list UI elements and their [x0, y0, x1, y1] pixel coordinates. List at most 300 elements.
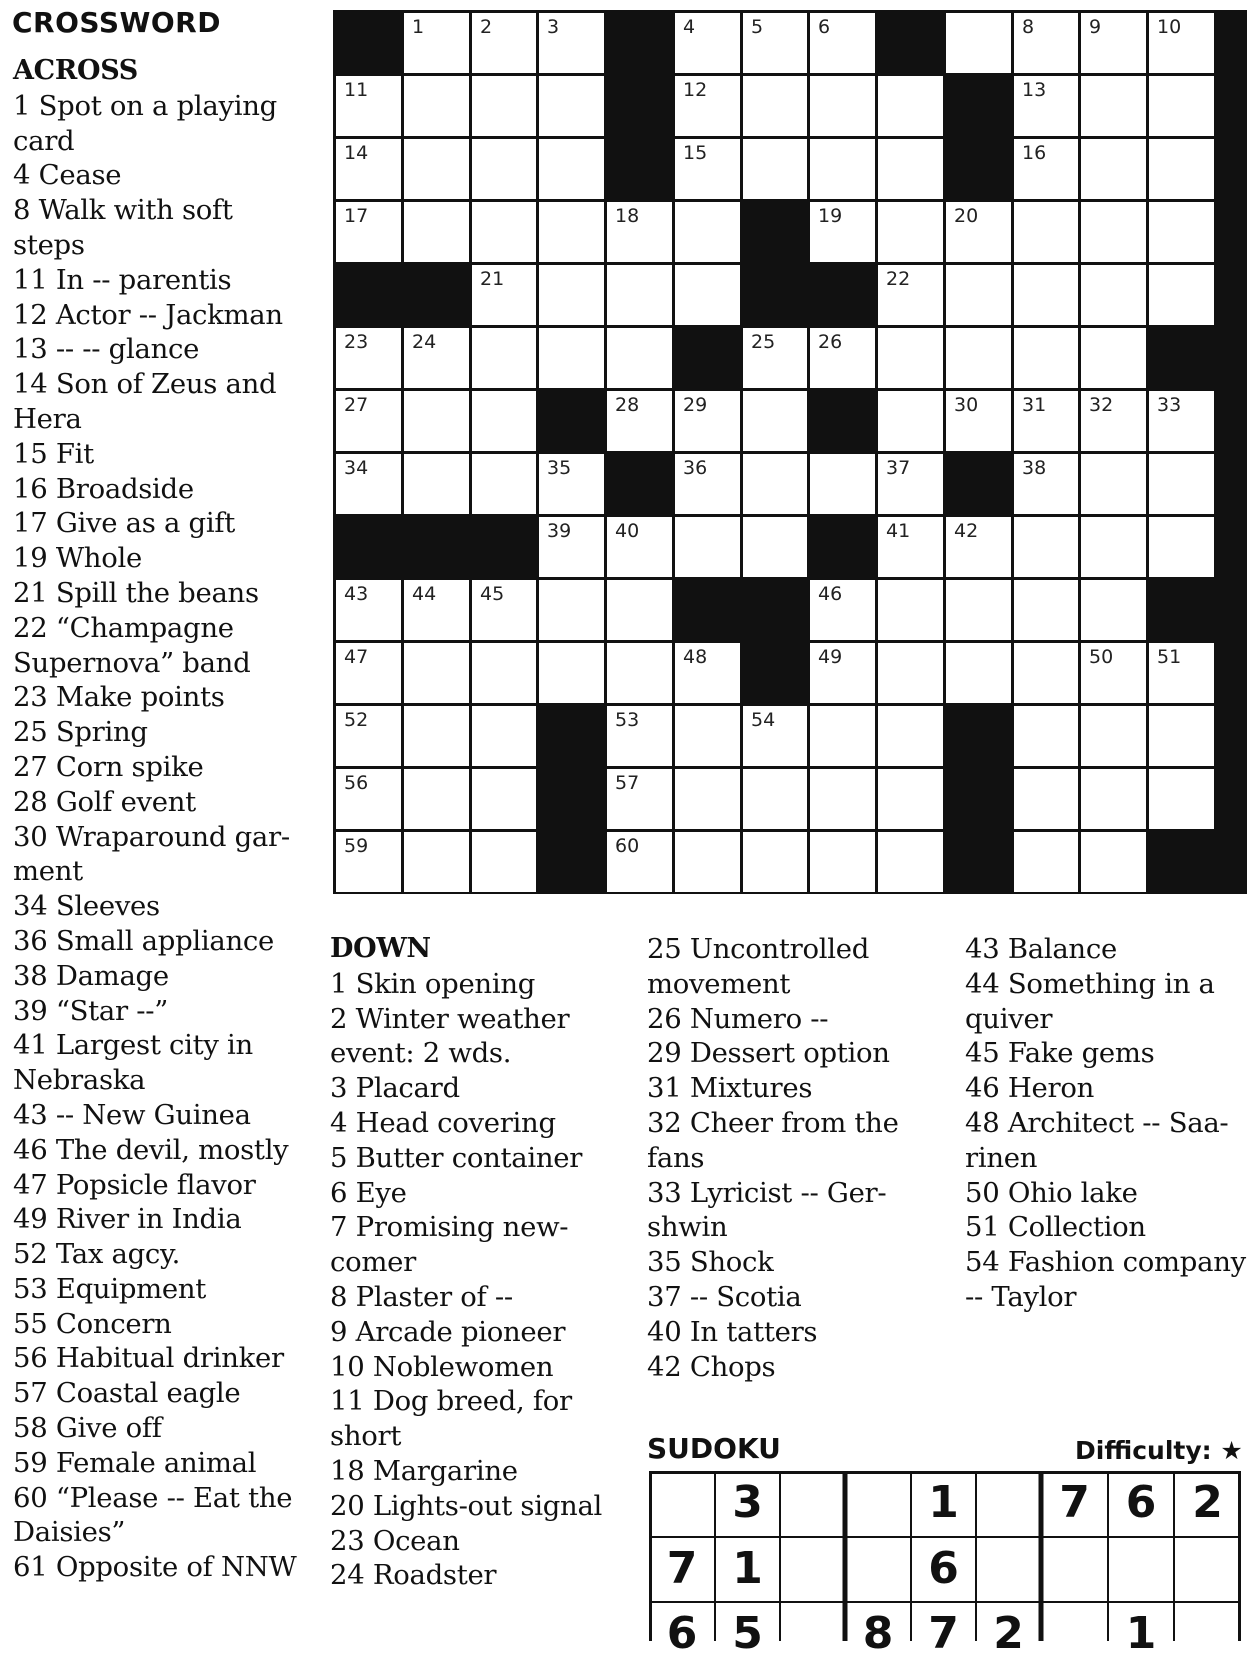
grid-cell[interactable] [404, 13, 469, 73]
clue-item: 8 Plaster of -- [330, 1280, 513, 1313]
clue-item: 11 Dog breed, for short [330, 1385, 572, 1453]
grid-cell[interactable] [1081, 706, 1146, 766]
sudoku-cell[interactable]: 5 [732, 1608, 763, 1659]
grid-cell[interactable] [404, 139, 469, 199]
grid-cell[interactable] [472, 391, 536, 451]
crossword-title: CROSSWORD [12, 6, 221, 39]
grid-cell[interactable] [1014, 13, 1078, 73]
grid-cell[interactable] [675, 391, 740, 451]
grid-cell[interactable] [472, 13, 536, 73]
sudoku-cell[interactable]: 6 [1125, 1477, 1157, 1528]
grid-cell[interactable] [1014, 391, 1078, 451]
clue-item: 13 -- -- glance [13, 333, 200, 366]
grid-cell[interactable] [1081, 202, 1146, 262]
grid-cell[interactable] [404, 643, 469, 703]
clue-number: 45 [480, 583, 505, 605]
clue-number: 27 [344, 394, 369, 416]
clue-number: 53 [615, 709, 640, 731]
clue-number: 49 [818, 646, 843, 668]
grid-cell[interactable] [607, 202, 672, 262]
clue-item: 4 Head covering [330, 1106, 556, 1139]
clue-number: 39 [547, 520, 572, 542]
grid-cell[interactable] [946, 517, 1011, 577]
clue-number: 47 [344, 646, 369, 668]
grid-cell[interactable] [607, 328, 672, 388]
sudoku-cell[interactable] [1174, 1537, 1241, 1603]
clue-item: 38 Damage [13, 959, 169, 992]
grid-cell[interactable] [1081, 139, 1146, 199]
grid-cell[interactable] [878, 832, 943, 892]
clue-item: 52 Tax agcy. [13, 1238, 181, 1271]
clue-number: 6 [818, 16, 831, 38]
sudoku-cell[interactable] [1174, 1602, 1241, 1668]
sudoku-cell[interactable]: 3 [732, 1477, 763, 1528]
clue-number: 56 [344, 772, 369, 794]
grid-cell[interactable] [1081, 832, 1146, 892]
clue-item: 30 Wraparound gar-ment [13, 820, 290, 888]
clue-item: 15 Fit [13, 437, 94, 470]
grid-cell[interactable] [1081, 13, 1146, 73]
grid-cell[interactable] [404, 832, 469, 892]
grid-cell[interactable] [878, 139, 943, 199]
grid-cell[interactable] [675, 769, 740, 829]
clue-number: 34 [344, 457, 369, 479]
grid-cell[interactable] [404, 202, 469, 262]
sudoku-title: SUDOKU [647, 1432, 781, 1465]
grid-cell[interactable] [675, 265, 740, 325]
clue-number: 20 [954, 205, 979, 227]
clue-item: 24 Roadster [330, 1559, 497, 1592]
clue-item: 14 Son of Zeus and Hera [13, 368, 277, 435]
grid-cell[interactable] [404, 328, 469, 388]
clue-item: 60 “Please -- Eat the Daisies” [13, 1481, 293, 1549]
sudoku-cell[interactable] [1041, 1602, 1108, 1668]
grid-cell[interactable] [607, 580, 672, 640]
clue-number: 28 [615, 394, 640, 416]
grid-cell[interactable] [336, 580, 401, 640]
clue-number: 5 [751, 16, 764, 38]
down-clues-col1 [330, 932, 630, 1593]
grid-cell[interactable] [878, 328, 943, 388]
grid-cell[interactable] [1149, 706, 1214, 766]
sudoku-cell[interactable] [780, 1537, 845, 1603]
clue-item: 8 Walk with soft steps [13, 194, 233, 261]
grid-cell[interactable] [472, 139, 536, 199]
grid-cell[interactable] [607, 265, 672, 325]
clue-item: 48 Architect -- Saa-rinen [965, 1106, 1229, 1174]
grid-cell[interactable] [743, 832, 807, 892]
sudoku-cell[interactable]: 2 [1192, 1477, 1223, 1528]
clue-item: 59 Female animal [13, 1446, 257, 1479]
grid-cell[interactable] [607, 391, 672, 451]
clue-item: 5 Butter container [330, 1141, 583, 1174]
grid-cell[interactable] [472, 706, 536, 766]
grid-cell[interactable] [810, 832, 875, 892]
clue-number: 15 [683, 142, 708, 164]
grid-cell[interactable] [404, 769, 469, 829]
sudoku-cell[interactable] [1041, 1537, 1108, 1603]
grid-cell[interactable] [878, 202, 943, 262]
sudoku-grid [649, 1471, 1241, 1659]
grid-cell[interactable] [1014, 517, 1078, 577]
sudoku-cell[interactable] [780, 1602, 845, 1668]
grid-cell[interactable] [607, 517, 672, 577]
clue-item: 46 The devil, mostly [13, 1133, 289, 1166]
clue-item: 19 Whole [13, 542, 142, 575]
clue-number: 1 [412, 16, 425, 38]
clue-item: 12 Actor -- Jackman [13, 298, 283, 331]
grid-cell[interactable] [810, 706, 875, 766]
clue-number: 8 [1022, 16, 1035, 38]
sudoku-cell[interactable]: 6 [928, 1543, 959, 1594]
clue-number: 3 [547, 16, 560, 38]
grid-cell[interactable] [404, 454, 469, 514]
grid-cell[interactable] [810, 328, 875, 388]
down-clue-list-1 [330, 967, 630, 1593]
grid-cell[interactable] [878, 76, 943, 136]
grid-cell[interactable] [675, 454, 740, 514]
clue-number: 17 [344, 205, 369, 227]
clue-item: 25 Spring [13, 716, 148, 749]
grid-cell[interactable] [1149, 769, 1214, 829]
down-heading: DOWN [330, 933, 431, 964]
clue-item: 36 Small appliance [13, 924, 274, 957]
clue-number: 2 [480, 16, 493, 38]
clue-number: 48 [683, 646, 708, 668]
sudoku-cell[interactable] [976, 1537, 1041, 1603]
grid-cell[interactable] [1081, 454, 1146, 514]
grid-cell[interactable] [1014, 580, 1078, 640]
clue-item: 49 River in India [13, 1203, 242, 1236]
clue-item: 31 Mixtures [647, 1072, 813, 1105]
grid-cell[interactable] [675, 76, 740, 136]
grid-cell[interactable] [946, 643, 1011, 703]
across-heading: ACROSS [13, 55, 138, 86]
clue-item: 2 Winter weather event: 2 wds. [330, 1002, 570, 1070]
grid-cell[interactable] [743, 76, 807, 136]
grid-cell[interactable] [404, 391, 469, 451]
sudoku-cell[interactable]: 7 [928, 1608, 959, 1659]
grid-cell[interactable] [810, 13, 875, 73]
down-clue-list-2 [647, 932, 947, 1384]
grid-cell[interactable] [539, 76, 604, 136]
grid-cell[interactable] [675, 643, 740, 703]
clue-item: 16 Broadside [13, 472, 194, 505]
grid-cell[interactable] [404, 706, 469, 766]
grid-cell[interactable] [810, 202, 875, 262]
grid-cell[interactable] [607, 643, 672, 703]
grid-cell[interactable] [1149, 76, 1214, 136]
clue-number: 21 [480, 268, 505, 290]
sudoku-cell[interactable]: 7 [666, 1543, 698, 1594]
grid-cell[interactable] [336, 202, 401, 262]
grid-cell[interactable] [743, 139, 807, 199]
grid-cell[interactable] [472, 328, 536, 388]
sudoku-cell[interactable] [845, 1537, 911, 1603]
clue-item: 45 Fake gems [965, 1037, 1155, 1070]
grid-cell[interactable] [743, 328, 807, 388]
grid-cell[interactable] [878, 769, 943, 829]
grid-cell[interactable] [878, 643, 943, 703]
clue-item: 1 Spot on a playing card [13, 89, 277, 157]
grid-cell[interactable] [810, 454, 875, 514]
grid-cell[interactable] [1014, 454, 1078, 514]
grid-cell[interactable] [539, 202, 604, 262]
clue-item: 22 “Champagne Supernova” band [13, 611, 251, 679]
grid-cell[interactable] [810, 139, 875, 199]
clue-number: 4 [683, 16, 696, 38]
grid-cell[interactable] [607, 769, 672, 829]
grid-cell[interactable] [539, 328, 604, 388]
clue-item: 58 Give off [13, 1412, 162, 1445]
sudoku-cell[interactable] [845, 1471, 911, 1537]
grid-cell[interactable] [336, 391, 401, 451]
clue-item: 3 Placard [330, 1072, 460, 1105]
clue-item: 26 Numero -- [647, 1002, 829, 1035]
clue-number: 33 [1157, 394, 1182, 416]
clue-item: 27 Corn spike [13, 750, 204, 783]
clue-item: 18 Margarine [330, 1454, 518, 1487]
clue-item: 39 “Star --” [13, 994, 169, 1027]
grid-cell[interactable] [1149, 643, 1214, 703]
clue-item: 29 Dessert option [647, 1037, 890, 1070]
clue-item: 9 Arcade pioneer [330, 1315, 566, 1348]
sudoku-cell[interactable]: 8 [862, 1608, 894, 1659]
grid-cell[interactable] [946, 202, 1011, 262]
grid-cell[interactable] [336, 76, 401, 136]
grid-cell[interactable] [472, 580, 536, 640]
grid-cell[interactable] [946, 265, 1011, 325]
clue-item: 25 Uncontrolled movement [647, 933, 870, 1000]
clue-number: 57 [615, 772, 640, 794]
grid-cell[interactable] [1014, 643, 1078, 703]
grid-cell[interactable] [878, 517, 943, 577]
down-clue-list-3 [965, 932, 1255, 1315]
clue-number: 14 [344, 142, 369, 164]
grid-cell[interactable] [404, 76, 469, 136]
grid-cell[interactable] [878, 706, 943, 766]
grid-cell[interactable] [472, 76, 536, 136]
grid-cell[interactable] [1081, 580, 1146, 640]
grid-cell[interactable] [1014, 202, 1078, 262]
grid-cell[interactable] [1149, 202, 1214, 262]
grid-cell[interactable] [946, 580, 1011, 640]
sudoku-cell[interactable] [649, 1471, 715, 1537]
grid-cell[interactable] [336, 454, 401, 514]
grid-cell[interactable] [675, 517, 740, 577]
clue-item: 53 Equipment [13, 1272, 207, 1305]
grid-cell[interactable] [675, 706, 740, 766]
clue-item: 1 Skin opening [330, 967, 536, 1000]
grid-cell[interactable] [946, 391, 1011, 451]
clue-number: 9 [1089, 16, 1102, 38]
grid-cell[interactable] [539, 517, 604, 577]
clue-item: 47 Popsicle flavor [13, 1168, 256, 1201]
clue-number: 52 [344, 709, 369, 731]
sudoku-cell[interactable] [976, 1471, 1041, 1537]
grid-cell[interactable] [946, 328, 1011, 388]
grid-cell[interactable] [539, 454, 604, 514]
grid-cell[interactable] [743, 13, 807, 73]
grid-cell[interactable] [336, 706, 401, 766]
clue-item: 28 Golf event [13, 785, 196, 818]
grid-cell[interactable] [675, 202, 740, 262]
grid-cell[interactable] [1014, 265, 1078, 325]
grid-cell[interactable] [1149, 517, 1214, 577]
grid-cell[interactable] [472, 454, 536, 514]
grid-cell[interactable] [336, 832, 401, 892]
clue-item: 7 Promising new-comer [330, 1211, 569, 1279]
clue-number: 30 [954, 394, 979, 416]
grid-cell[interactable] [1081, 769, 1146, 829]
sudoku-cell[interactable]: 7 [1059, 1477, 1090, 1528]
sudoku-cell[interactable]: 1 [928, 1477, 959, 1528]
clue-number: 51 [1157, 646, 1182, 668]
grid-cell[interactable] [1081, 328, 1146, 388]
clue-item: 33 Lyricist -- Ger-shwin [647, 1176, 887, 1244]
grid-cell[interactable] [539, 643, 604, 703]
grid-cell[interactable] [675, 832, 740, 892]
clue-number: 59 [344, 835, 369, 857]
clue-number: 31 [1022, 394, 1047, 416]
grid-cell[interactable] [743, 769, 807, 829]
grid-cell[interactable] [1081, 76, 1146, 136]
grid-cell[interactable] [1149, 265, 1214, 325]
grid-cell[interactable] [1081, 643, 1146, 703]
grid-cell[interactable] [539, 139, 604, 199]
grid-cell[interactable] [1081, 265, 1146, 325]
clue-item: 56 Habitual drinker [13, 1342, 284, 1375]
clue-number: 32 [1089, 394, 1114, 416]
clue-item: 11 In -- parentis [13, 263, 232, 296]
clue-number: 11 [344, 79, 369, 101]
clue-item: 57 Coastal eagle [13, 1377, 241, 1410]
grid-cell[interactable] [472, 832, 536, 892]
clue-item: 32 Cheer from the fans [647, 1106, 899, 1174]
grid-cell[interactable] [472, 265, 536, 325]
clue-number: 50 [1089, 646, 1114, 668]
grid-cell[interactable] [1014, 139, 1078, 199]
clue-number: 37 [886, 457, 911, 479]
clue-number: 36 [683, 457, 708, 479]
grid-cell[interactable] [1081, 517, 1146, 577]
down-clues-col3 [965, 932, 1255, 1315]
clue-number: 41 [886, 520, 911, 542]
grid-cell[interactable] [743, 517, 807, 577]
sudoku-cell[interactable]: 1 [732, 1543, 763, 1594]
grid-cell[interactable] [336, 769, 401, 829]
grid-cell[interactable] [404, 580, 469, 640]
grid-cell[interactable] [1149, 139, 1214, 199]
grid-cell[interactable] [472, 643, 536, 703]
grid-cell[interactable] [878, 391, 943, 451]
clue-number: 16 [1022, 142, 1047, 164]
clue-item: 20 Lights-out signal [330, 1489, 603, 1522]
clue-number: 25 [751, 331, 776, 353]
clue-number: 29 [683, 394, 708, 416]
grid-cell[interactable] [878, 454, 943, 514]
clue-item: 6 Eye [330, 1176, 407, 1209]
grid-cell[interactable] [675, 139, 740, 199]
grid-cell[interactable] [810, 769, 875, 829]
clue-number: 40 [615, 520, 640, 542]
sudoku-cell[interactable] [780, 1471, 845, 1537]
clue-number: 35 [547, 457, 572, 479]
grid-cell[interactable] [1149, 454, 1214, 514]
grid-cell[interactable] [1149, 13, 1214, 73]
clue-number: 18 [615, 205, 640, 227]
grid-cell[interactable] [946, 13, 1011, 73]
grid-cell[interactable] [472, 769, 536, 829]
clue-item: 40 In tatters [647, 1315, 818, 1348]
clue-item: 42 Chops [647, 1350, 776, 1383]
sudoku-cell[interactable] [1108, 1537, 1174, 1603]
grid-cell[interactable] [743, 706, 807, 766]
clue-number: 23 [344, 331, 369, 353]
clue-item: 37 -- Scotia [647, 1280, 802, 1313]
grid-cell[interactable] [878, 580, 943, 640]
clue-number: 54 [751, 709, 776, 731]
grid-cell[interactable] [675, 13, 740, 73]
grid-cell[interactable] [1014, 832, 1078, 892]
clue-number: 22 [886, 268, 911, 290]
sudoku-cell[interactable]: 2 [993, 1608, 1024, 1659]
grid-cell[interactable] [539, 13, 604, 73]
clue-number: 44 [412, 583, 437, 605]
grid-cell[interactable] [1014, 76, 1078, 136]
clue-item: 46 Heron [965, 1072, 1095, 1105]
grid-cell[interactable] [810, 580, 875, 640]
clue-number: 46 [818, 583, 843, 605]
sudoku-cell[interactable]: 1 [1125, 1608, 1157, 1659]
clue-item: 34 Sleeves [13, 890, 160, 923]
difficulty-label: Difficulty: [1075, 1436, 1212, 1465]
grid-cell[interactable] [810, 643, 875, 703]
clue-number: 38 [1022, 457, 1047, 479]
grid-cell[interactable] [539, 265, 604, 325]
clue-item: 23 Ocean [330, 1524, 460, 1557]
grid-cell[interactable] [743, 454, 807, 514]
grid-cell[interactable] [1014, 769, 1078, 829]
clue-number: 60 [615, 835, 640, 857]
clue-item: 4 Cease [13, 159, 122, 192]
clue-item: 23 Make points [13, 681, 225, 714]
sudoku-cell[interactable]: 6 [666, 1608, 698, 1659]
grid-cell[interactable] [539, 580, 604, 640]
clue-item: 41 Largest city in Nebraska [13, 1029, 253, 1097]
clue-item: 44 Something in a quiver [965, 967, 1215, 1035]
grid-cell[interactable] [1081, 391, 1146, 451]
grid-cell[interactable] [878, 265, 943, 325]
crossword-grid [333, 10, 1247, 894]
grid-cell[interactable] [607, 832, 672, 892]
grid-cell[interactable] [1014, 706, 1078, 766]
clue-item: 55 Concern [13, 1307, 172, 1340]
across-clue-list [13, 89, 303, 1585]
grid-cell[interactable] [810, 76, 875, 136]
clue-item: 17 Give as a gift [13, 507, 235, 540]
clue-item: 21 Spill the beans [13, 576, 259, 609]
grid-cell[interactable] [336, 643, 401, 703]
grid-cell[interactable] [1149, 391, 1214, 451]
grid-cell[interactable] [607, 706, 672, 766]
grid-cell[interactable] [743, 391, 807, 451]
grid-cell[interactable] [336, 139, 401, 199]
grid-cell[interactable] [1014, 328, 1078, 388]
clue-item: 54 Fashion company -- Taylor [965, 1246, 1246, 1313]
grid-cell[interactable] [472, 202, 536, 262]
grid-cell[interactable] [336, 328, 401, 388]
